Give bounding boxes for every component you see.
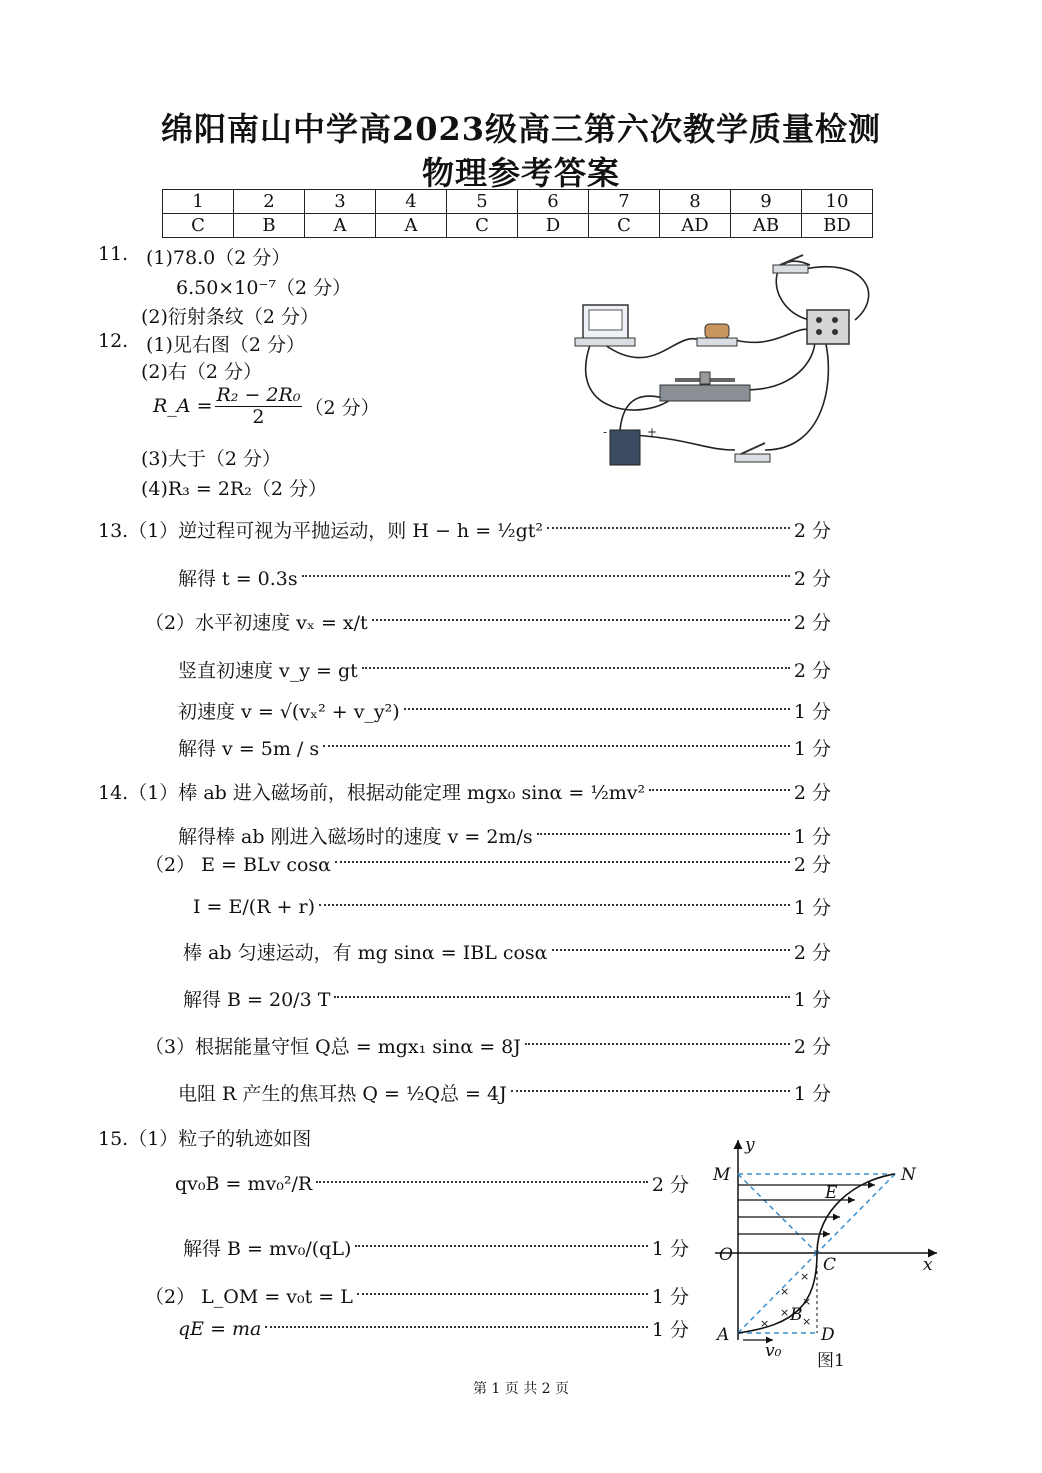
answer-cell: D [518, 214, 589, 238]
score-value: 2 分 [793, 660, 831, 682]
rheostat-icon [660, 385, 750, 401]
score-value: 1 分 [651, 1286, 689, 1308]
answer-step: 解得 B = mv₀/(qL) [183, 1238, 352, 1260]
score-value: 1 分 [793, 826, 831, 848]
q14-row [145, 850, 831, 877]
answer-cell: A [376, 214, 447, 238]
point-label-d: D [821, 1325, 835, 1345]
answer-table [162, 189, 873, 238]
q14-row [178, 822, 831, 849]
velocity-label-v0: v₀ [765, 1341, 782, 1361]
figure-caption: 图1 [817, 1351, 845, 1371]
point-label-m: M [713, 1165, 731, 1185]
score-value: 2 分 [793, 612, 831, 634]
q14-row [193, 893, 831, 920]
q12-formula-lhs: R_A = [153, 395, 213, 418]
q12-formula-fraction [215, 385, 303, 428]
resistor-icon [705, 324, 729, 338]
svg-text:+: + [647, 425, 658, 439]
q12-number: 12. [98, 330, 129, 352]
answer-step: 解得 B = 20/3 T [183, 989, 331, 1011]
answer-step: （2） L_OM = v₀t = L [145, 1286, 353, 1308]
q13-row [178, 564, 831, 591]
q15-row [145, 1282, 689, 1309]
score-value: 2 分 [793, 782, 831, 804]
q12-answer-2: (2)右（2 分） [141, 361, 263, 383]
answer-cell: AB [731, 214, 802, 238]
page-footer: 第 1 页 共 2 页 [472, 1381, 570, 1397]
axis-label-y: y [745, 1135, 755, 1155]
point-label-n: N [901, 1165, 916, 1185]
answer-cell: C [447, 214, 518, 238]
question-number: 8 [660, 190, 731, 214]
answer-step: 解得 v = 5m / s [178, 738, 320, 760]
question-number: 10 [802, 190, 873, 214]
answer-step: 电阻 R 产生的焦耳热 Q = ½Q总 = 4J [178, 1083, 507, 1105]
q13-row [145, 608, 831, 635]
answer-step: 解得 t = 0.3s [178, 568, 298, 590]
q13-row [178, 656, 831, 683]
q13-row [178, 697, 831, 724]
score-value: 1 分 [793, 738, 831, 760]
score-value: 1 分 [651, 1319, 689, 1341]
q14-row [98, 778, 831, 805]
q15-row [183, 1234, 689, 1261]
answer-cell: C [163, 214, 234, 238]
q15-row [178, 1315, 689, 1342]
answer-step: 14.（1）棒 ab 进入磁场前，根据动能定理 mgx₀ sinα = ½mv² [98, 782, 646, 804]
score-value: 2 分 [793, 942, 831, 964]
q12-formula-score: （2 分） [304, 396, 380, 419]
q11-answer-3: (2)衍射条纹（2 分） [141, 306, 320, 328]
answer-table-answer-row [163, 214, 873, 238]
point-label-b: B [790, 1305, 803, 1325]
switch-icon [773, 265, 808, 273]
answer-step: （3）根据能量守恒 Q总 = mgx₁ sinα = 8J [145, 1036, 521, 1058]
answer-cell: B [234, 214, 305, 238]
answer-step: I = E/(R + r) [193, 895, 315, 918]
answer-step: 竖直初速度 v_y = gt [178, 660, 358, 682]
score-value: 2 分 [793, 520, 831, 542]
q14-row [145, 1032, 831, 1059]
answer-cell: C [589, 214, 660, 238]
answer-step: 解得棒 ab 刚进入磁场时的速度 v = 2m/s [178, 826, 533, 848]
q14-row [178, 1079, 831, 1106]
q13-row [98, 516, 831, 543]
question-number: 4 [376, 190, 447, 214]
question-number: 6 [518, 190, 589, 214]
q13-row [178, 734, 831, 761]
axis-label-x: x [923, 1255, 933, 1275]
question-number: 5 [447, 190, 518, 214]
switch-icon [735, 454, 770, 462]
answer-step: qv₀B = mv₀²/R [175, 1172, 313, 1195]
score-value: 1 分 [793, 989, 831, 1011]
q12-answer-4: (3)大于（2 分） [141, 448, 282, 470]
svg-text:×: × [780, 1306, 790, 1319]
circuit-diagram-figure [565, 250, 885, 470]
q12-formula [153, 385, 380, 428]
question-number: 7 [589, 190, 660, 214]
q12-answer-1: (1)见右图（2 分） [146, 334, 306, 356]
figure-1-diagram [705, 1130, 945, 1375]
score-value: 1 分 [651, 1238, 689, 1260]
question-number: 1 [163, 190, 234, 214]
score-value: 1 分 [793, 1083, 831, 1105]
svg-text:-: - [603, 425, 608, 439]
question-number: 3 [305, 190, 376, 214]
q11-number: 11. [98, 243, 129, 265]
svg-text:×: × [800, 1270, 810, 1283]
field-label-e: E [825, 1183, 838, 1203]
answer-step: 初速度 v = √(vₓ² + v_y²) [178, 701, 400, 723]
answer-step: （2） E = BLv cosα [145, 854, 332, 876]
page-title: 绵阳南山中学高2023级高三第六次教学质量检测 [160, 110, 882, 148]
origin-label-o: O [719, 1245, 733, 1265]
page-subtitle: 物理参考答案 [421, 154, 620, 192]
svg-text:×: × [780, 1285, 790, 1298]
score-value: 1 分 [793, 701, 831, 723]
svg-text:×: × [802, 1315, 812, 1328]
fraction-denominator: 2 [252, 405, 265, 428]
q12-answer-5: (4)R₃ = 2R₂（2 分） [141, 478, 327, 500]
resistance-box-icon [807, 310, 849, 344]
score-value: 2 分 [651, 1174, 689, 1196]
svg-text:×: × [802, 1295, 812, 1308]
answer-table-number-row [163, 190, 873, 214]
question-number: 9 [731, 190, 802, 214]
score-value: 2 分 [793, 1036, 831, 1058]
battery-icon [610, 430, 640, 465]
q11-answer-2: 6.50×10⁻⁷（2 分） [176, 277, 352, 299]
point-label-a: A [717, 1325, 730, 1345]
svg-text:×: × [760, 1317, 770, 1330]
answer-cell: AD [660, 214, 731, 238]
answer-step: 13.（1）逆过程可视为平抛运动，则 H − h = ½gt² [98, 520, 543, 542]
q14-row [183, 938, 831, 965]
score-value: 2 分 [793, 854, 831, 876]
q14-row [183, 985, 831, 1012]
q15-row [175, 1170, 689, 1197]
score-value: 2 分 [793, 568, 831, 590]
question-number: 2 [234, 190, 305, 214]
answer-cell: A [305, 214, 376, 238]
q11-answer-1: (1)78.0（2 分） [146, 247, 291, 269]
fraction-numerator: R₂ − 2R₀ [216, 384, 301, 406]
point-label-c: C [823, 1255, 837, 1275]
answer-cell: BD [802, 214, 873, 238]
answer-step: 棒 ab 匀速运动，有 mg sinα = IBL cosα [183, 942, 548, 964]
answer-step: （2）水平初速度 vₓ = x/t [145, 612, 368, 634]
score-value: 1 分 [793, 897, 831, 919]
q15-intro: 15.（1）粒子的轨迹如图 [98, 1128, 312, 1150]
answer-step: qE = ma [178, 1317, 262, 1340]
